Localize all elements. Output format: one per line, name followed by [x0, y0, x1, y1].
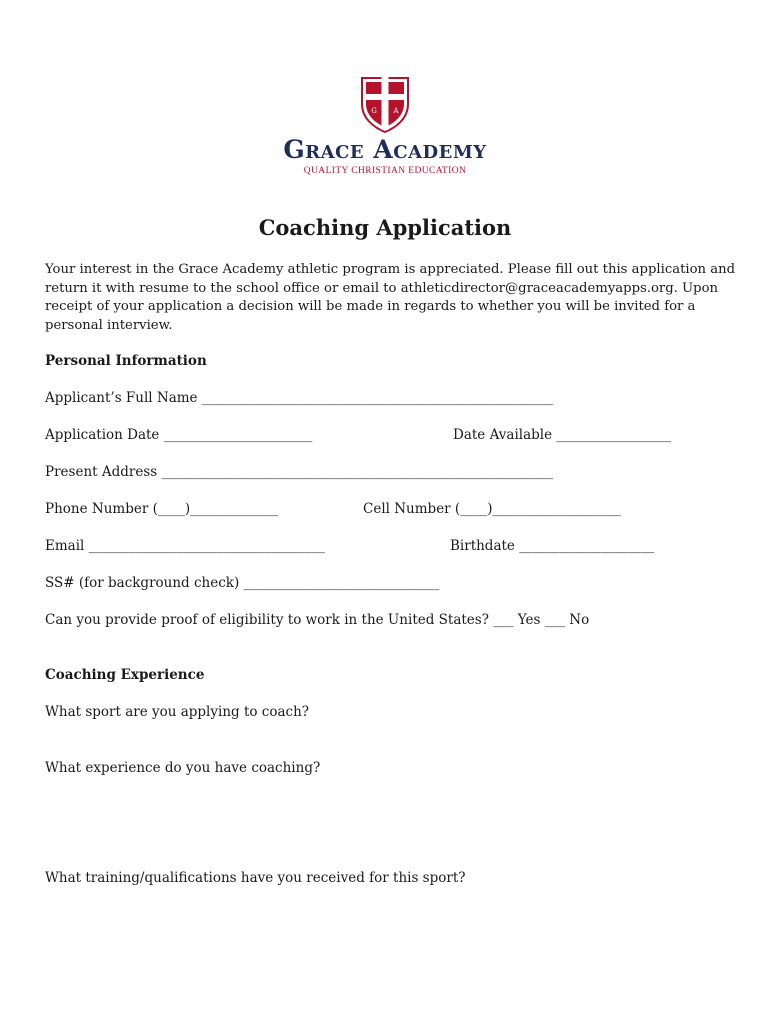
experience-question: What experience do you have coaching? — [45, 760, 321, 776]
personal-info-heading: Personal Information — [45, 353, 207, 369]
birthdate-field[interactable]: Birthdate ____________________ — [450, 538, 655, 554]
full-name-field[interactable]: Applicant’s Full Name ____________________________________________________ — [45, 390, 553, 406]
brand-name: Grace Academy — [283, 135, 487, 164]
sport-question: What sport are you applying to coach? — [45, 704, 310, 720]
ssn-field[interactable]: SS# (for background check) _____________________________ — [45, 575, 440, 591]
present-address-field[interactable]: Present Address __________________________________________________________ — [45, 464, 553, 480]
email-field[interactable]: Email ___________________________________ — [45, 538, 325, 554]
shield-letter-g: G — [371, 107, 377, 115]
shield-letter-a: A — [393, 107, 399, 115]
school-logo — [0, 74, 770, 177]
training-question: What training/qualifications have you received for this sport? — [45, 870, 466, 886]
cell-number-field[interactable]: Cell Number (____)___________________ — [363, 501, 621, 517]
application-date-field[interactable]: Application Date ______________________ — [45, 427, 313, 443]
intro-paragraph: Your interest in the Grace Academy athletic program is appreciated. Please fill out this application and return it with resume to the school office or email to athleticdirector@graceacademyapps.org. Upon receipt of your application a decision will be made in regards to whether you will be invited for a personal interview. — [45, 262, 736, 333]
cross-shield-icon — [359, 74, 411, 134]
coaching-experience-heading: Coaching Experience — [45, 667, 205, 683]
phone-number-field[interactable]: Phone Number (____)_____________ — [45, 501, 278, 517]
brand-tagline: QUALITY CHRISTIAN EDUCATION — [303, 166, 467, 176]
eligibility-question[interactable]: Can you provide proof of eligibility to work in the United States? ___ Yes ___ No — [45, 612, 590, 628]
date-available-field[interactable]: Date Available _________________ — [453, 427, 672, 443]
page-title: Coaching Application — [258, 215, 512, 240]
